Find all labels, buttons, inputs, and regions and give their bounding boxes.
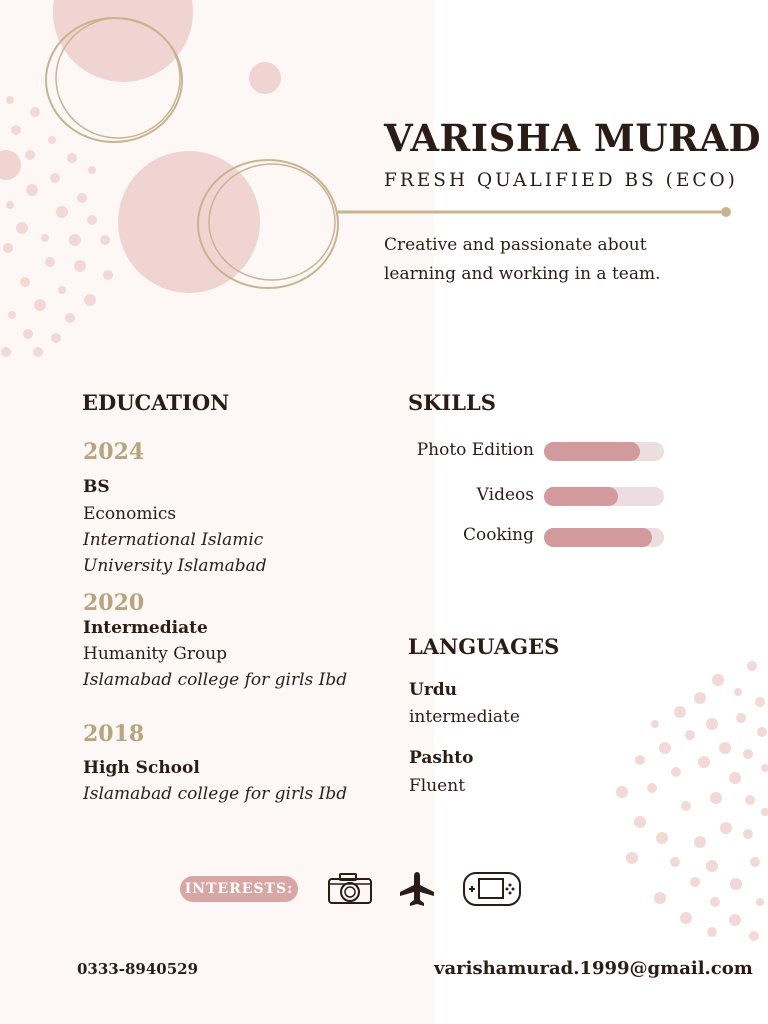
language-name: Urdu <box>409 680 458 700</box>
candidate-name: VARISHA MURAD <box>384 116 762 160</box>
email-address: varishamurad.1999@gmail.com <box>434 958 753 979</box>
skill-label: Photo Edition <box>416 440 534 460</box>
interests-label: INTERESTS: <box>180 876 298 902</box>
education-degree: BS <box>83 477 110 497</box>
education-institution: International Islamic <box>83 530 264 550</box>
skill-bar <box>544 442 664 461</box>
education-heading: EDUCATION <box>82 390 230 415</box>
skills-heading: SKILLS <box>408 390 496 415</box>
skill-bar <box>544 487 664 506</box>
education-institution: Islamabad college for girls Ibd <box>83 670 348 690</box>
education-year: 2018 <box>83 721 145 747</box>
skill-bar-fill <box>544 442 640 461</box>
language-name: Pashto <box>409 748 474 768</box>
education-year: 2020 <box>83 590 145 616</box>
education-institution: University Islamabad <box>83 556 267 576</box>
game-controller-icon <box>462 871 522 907</box>
language-level: intermediate <box>409 707 520 727</box>
education-field: Humanity Group <box>83 644 228 664</box>
education-degree: Intermediate <box>83 618 208 638</box>
phone-number: 0333-8940529 <box>77 960 199 978</box>
skill-label: Cooking <box>462 525 534 545</box>
job-title: FRESH QUALIFIED BS (ECO) <box>384 170 738 191</box>
language-level: Fluent <box>409 776 466 796</box>
education-field: Economics <box>83 504 177 524</box>
bio-text <box>384 231 714 289</box>
skill-bar <box>544 528 664 547</box>
camera-icon <box>327 871 373 905</box>
airplane-icon <box>398 870 436 908</box>
education-degree: High School <box>83 758 200 778</box>
languages-heading: LANGUAGES <box>408 634 560 659</box>
bio-line: Creative and passionate about <box>384 235 647 255</box>
education-year: 2024 <box>83 439 145 465</box>
skill-label: Videos <box>476 485 534 505</box>
bio-line: learning and working in a team. <box>384 264 661 284</box>
skill-bar-fill <box>544 487 618 506</box>
education-institution: Islamabad college for girls Ibd <box>83 784 348 804</box>
skill-bar-fill <box>544 528 652 547</box>
